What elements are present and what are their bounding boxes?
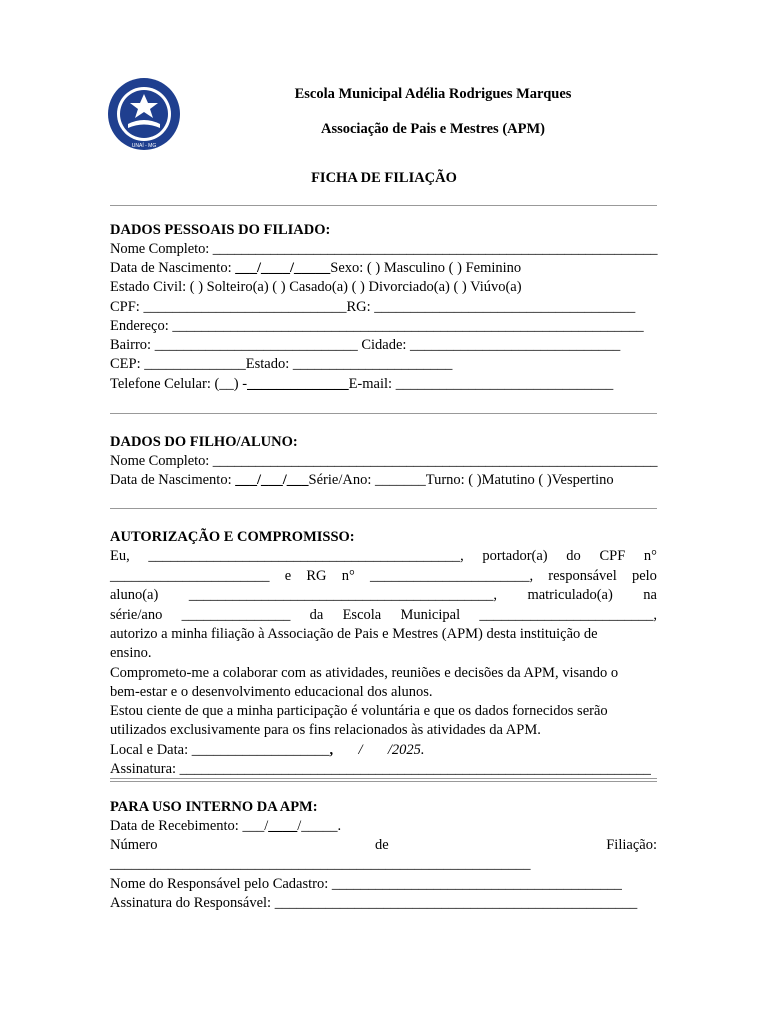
authorization-line-1[interactable]: Eu, ___________________________________________, portador(a) do CPF n° [110,548,657,564]
section-heading-authorization: AUTORIZAÇÃO E COMPROMISSO: [110,529,355,545]
grade-shift-fields[interactable]: Série/Ano: _______Turno: ( )Matutino ( )Vespertino [308,472,614,488]
birth-date-label: Data de Nascimento: [110,260,236,276]
section-heading-child: DADOS DO FILHO/ALUNO: [110,434,298,450]
authorization-line-3[interactable]: aluno(a) __________________________________________, matriculado(a) na [110,587,657,603]
phone-field[interactable]: ______________ [247,376,349,392]
authorization-line-4[interactable]: série/ano _______________ da Escola Municipal ________________________, [110,607,657,623]
divider [110,413,657,414]
authorization-line-5: autorizo a minha filiação à Associação de Pais e Mestres (APM) desta instituição de [110,626,598,642]
section-heading-internal: PARA USO INTERNO DA APM: [110,799,318,815]
filiation-number-field[interactable]: __________________________________________________________ [110,856,531,872]
personal-full-name-field[interactable]: Nome Completo: ______________________________________________________________ [110,241,658,257]
commitment-line-1: Comprometo-me a colaborar com as atividades, reuniões e decisões da APM, visando o [110,665,619,681]
place-date-field[interactable]: Local e Data: ___________________, / /2025. [110,742,425,758]
registrar-signature-field[interactable]: Assinatura do Responsável: __________________________________________________ [110,895,638,911]
filiation-number-label: Número de Filiação: [110,837,657,853]
child-birth-field[interactable]: ___/___/___ [235,472,309,488]
child-full-name-field[interactable]: Nome Completo: ______________________________________________________________ [110,453,658,469]
divider [110,205,657,206]
seal-bottom-text: UNAÍ - MG [131,143,157,149]
signature-field[interactable]: Assinatura: _________________________________________________________________ [110,761,651,777]
zip-state-fields[interactable]: CEP: ______________Estado: ______________________ [110,356,453,372]
divider [110,778,657,782]
receipt-date-field[interactable]: Data de Recebimento: ___/____/_____. [110,818,342,834]
birth-date-field[interactable]: ___/____/_____ [235,260,331,276]
divider [110,508,657,509]
neighborhood-city-fields[interactable]: Bairro: ____________________________ Cidade: _____________________________ [110,337,621,353]
email-field[interactable]: E-mail: ______________________________ [348,376,614,392]
form-title: FICHA DE FILIAÇÃO [311,170,457,186]
awareness-line-1: Estou ciente de que a minha participação é voluntária e que os dados fornecidos serão [110,703,608,719]
marital-status-options[interactable]: Estado Civil: ( ) Solteiro(a) ( ) Casado(a) ( ) Divorciado(a) ( ) Viúvo(a) [110,279,522,295]
authorization-line-2[interactable]: ______________________ e RG n° ______________________, responsável pelo [110,568,657,584]
phone-label: Telefone Celular: (__) - [110,376,248,392]
cpf-rg-fields[interactable]: CPF: ____________________________RG: ____________________________________ [110,299,636,315]
section-heading-personal: DADOS PESSOAIS DO FILIADO: [110,222,331,238]
personal-birth-sex-row[interactable] [110,259,521,277]
school-name: Escola Municipal Adélia Rodrigues Marques [294,86,572,102]
association-name: Associação de Pais e Mestres (APM) [320,121,545,137]
authorization-line-6: ensino. [110,645,152,661]
awareness-line-2: utilizados exclusivamente para os fins relacionados às atividades da APM. [110,722,541,738]
child-birth-label: Data de Nascimento: [110,472,236,488]
address-field[interactable]: Endereço: _________________________________________________________________ [110,318,644,334]
sex-options[interactable]: Sexo: ( ) Masculino ( ) Feminino [330,260,522,276]
registrar-name-field[interactable]: Nome do Responsável pelo Cadastro: ________________________________________ [110,876,622,892]
phone-email-row[interactable] [110,375,613,393]
child-birth-grade-shift-row[interactable] [110,471,614,489]
commitment-line-2: bem-estar e o desenvolvimento educacional dos alunos. [110,684,433,700]
